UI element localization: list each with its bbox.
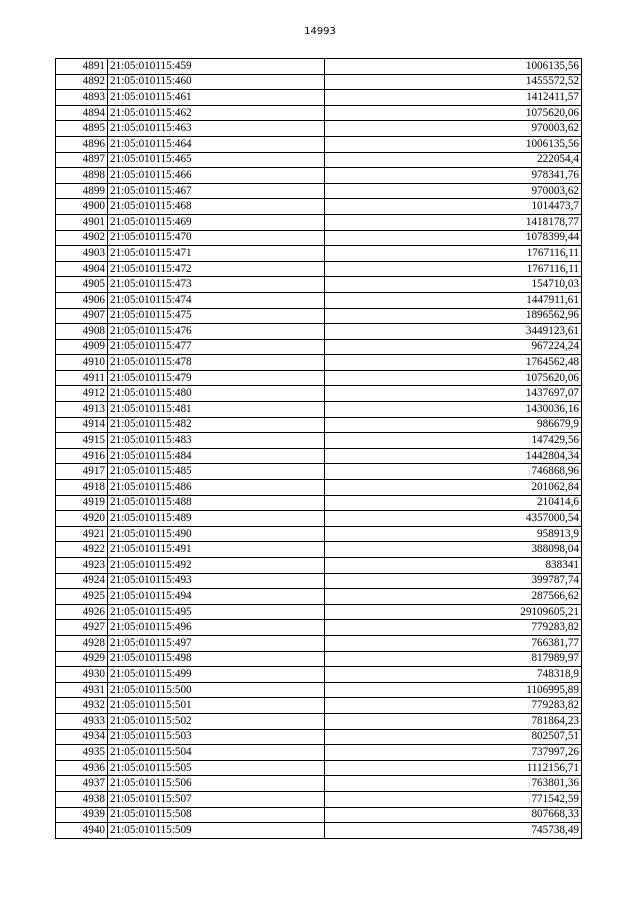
table-body xyxy=(56,59,582,839)
row-number-cell: 4916 xyxy=(56,448,108,464)
row-number-cell: 4899 xyxy=(56,183,108,199)
row-number-cell: 4934 xyxy=(56,729,108,745)
table-row xyxy=(56,292,582,308)
row-number-cell: 4898 xyxy=(56,168,108,184)
cadastral-value-table xyxy=(55,58,582,839)
cadastral-number-cell: 21:05:010115:493 xyxy=(108,573,325,589)
cadastral-number-cell: 21:05:010115:461 xyxy=(108,90,325,106)
cadastral-value-cell: 399787,74 xyxy=(325,573,582,589)
row-number-cell: 4926 xyxy=(56,604,108,620)
row-number-cell: 4892 xyxy=(56,74,108,90)
cadastral-number-cell: 21:05:010115:470 xyxy=(108,230,325,246)
row-number-cell: 4907 xyxy=(56,308,108,324)
row-number-cell: 4911 xyxy=(56,370,108,386)
table-row xyxy=(56,682,582,698)
cadastral-value-cell: 1106995,89 xyxy=(325,682,582,698)
table-row xyxy=(56,542,582,558)
cadastral-number-cell: 21:05:010115:498 xyxy=(108,651,325,667)
row-number-cell: 4928 xyxy=(56,635,108,651)
table-row xyxy=(56,105,582,121)
row-number-cell: 4929 xyxy=(56,651,108,667)
cadastral-number-cell: 21:05:010115:500 xyxy=(108,682,325,698)
table-row xyxy=(56,168,582,184)
cadastral-value-cell: 4357000,54 xyxy=(325,511,582,527)
cadastral-number-cell: 21:05:010115:483 xyxy=(108,433,325,449)
table-row xyxy=(56,433,582,449)
row-number-cell: 4932 xyxy=(56,698,108,714)
cadastral-number-cell: 21:05:010115:476 xyxy=(108,324,325,340)
cadastral-value-cell: 1430036,16 xyxy=(325,402,582,418)
table-row xyxy=(56,308,582,324)
cadastral-number-cell: 21:05:010115:462 xyxy=(108,105,325,121)
table-row xyxy=(56,667,582,683)
table-row xyxy=(56,121,582,137)
cadastral-number-cell: 21:05:010115:459 xyxy=(108,59,325,75)
table-row xyxy=(56,791,582,807)
table-row xyxy=(56,370,582,386)
cadastral-number-cell: 21:05:010115:468 xyxy=(108,199,325,215)
table-row xyxy=(56,495,582,511)
cadastral-number-cell: 21:05:010115:477 xyxy=(108,339,325,355)
page-number: 14993 xyxy=(304,26,336,37)
cadastral-value-cell: 746868,96 xyxy=(325,464,582,480)
table-row xyxy=(56,214,582,230)
cadastral-value-cell: 29109605,21 xyxy=(325,604,582,620)
table-row xyxy=(56,230,582,246)
table-row xyxy=(56,745,582,761)
row-number-cell: 4917 xyxy=(56,464,108,480)
table-row xyxy=(56,464,582,480)
cadastral-number-cell: 21:05:010115:504 xyxy=(108,745,325,761)
cadastral-value-cell: 222054,4 xyxy=(325,152,582,168)
cadastral-number-cell: 21:05:010115:472 xyxy=(108,261,325,277)
table-row xyxy=(56,74,582,90)
cadastral-number-cell: 21:05:010115:508 xyxy=(108,807,325,823)
cadastral-value-cell: 802507,51 xyxy=(325,729,582,745)
cadastral-number-cell: 21:05:010115:480 xyxy=(108,386,325,402)
row-number-cell: 4923 xyxy=(56,558,108,574)
cadastral-value-cell: 1437697,07 xyxy=(325,386,582,402)
cadastral-value-cell: 1418178,77 xyxy=(325,214,582,230)
table-row xyxy=(56,604,582,620)
row-number-cell: 4930 xyxy=(56,667,108,683)
cadastral-number-cell: 21:05:010115:466 xyxy=(108,168,325,184)
cadastral-number-cell: 21:05:010115:478 xyxy=(108,355,325,371)
cadastral-value-cell: 748318,9 xyxy=(325,667,582,683)
table-row xyxy=(56,651,582,667)
cadastral-value-cell: 1767116,11 xyxy=(325,261,582,277)
cadastral-number-cell: 21:05:010115:482 xyxy=(108,417,325,433)
cadastral-value-cell: 1767116,11 xyxy=(325,246,582,262)
row-number-cell: 4931 xyxy=(56,682,108,698)
cadastral-number-cell: 21:05:010115:464 xyxy=(108,136,325,152)
cadastral-value-cell: 154710,03 xyxy=(325,277,582,293)
table-row xyxy=(56,526,582,542)
cadastral-number-cell: 21:05:010115:503 xyxy=(108,729,325,745)
row-number-cell: 4915 xyxy=(56,433,108,449)
cadastral-value-cell: 779283,82 xyxy=(325,620,582,636)
cadastral-value-cell: 737997,26 xyxy=(325,745,582,761)
cadastral-number-cell: 21:05:010115:507 xyxy=(108,791,325,807)
table-row xyxy=(56,324,582,340)
cadastral-number-cell: 21:05:010115:506 xyxy=(108,776,325,792)
cadastral-number-cell: 21:05:010115:490 xyxy=(108,526,325,542)
row-number-cell: 4903 xyxy=(56,246,108,262)
row-number-cell: 4902 xyxy=(56,230,108,246)
table-row xyxy=(56,246,582,262)
table-row xyxy=(56,277,582,293)
row-number-cell: 4912 xyxy=(56,386,108,402)
row-number-cell: 4919 xyxy=(56,495,108,511)
row-number-cell: 4904 xyxy=(56,261,108,277)
cadastral-number-cell: 21:05:010115:474 xyxy=(108,292,325,308)
table-row xyxy=(56,558,582,574)
cadastral-value-cell: 287566,62 xyxy=(325,589,582,605)
table-row xyxy=(56,183,582,199)
cadastral-value-cell: 838341 xyxy=(325,558,582,574)
cadastral-value-cell: 970003,62 xyxy=(325,121,582,137)
row-number-cell: 4935 xyxy=(56,745,108,761)
row-number-cell: 4910 xyxy=(56,355,108,371)
cadastral-value-cell: 1442804,34 xyxy=(325,448,582,464)
cadastral-number-cell: 21:05:010115:495 xyxy=(108,604,325,620)
table-row xyxy=(56,698,582,714)
row-number-cell: 4891 xyxy=(56,59,108,75)
row-number-cell: 4936 xyxy=(56,760,108,776)
cadastral-number-cell: 21:05:010115:471 xyxy=(108,246,325,262)
table-row xyxy=(56,729,582,745)
cadastral-value-cell: 3449123,61 xyxy=(325,324,582,340)
cadastral-value-cell: 1455572,52 xyxy=(325,74,582,90)
cadastral-number-cell: 21:05:010115:497 xyxy=(108,635,325,651)
table-row xyxy=(56,589,582,605)
row-number-cell: 4922 xyxy=(56,542,108,558)
cadastral-value-cell: 763801,36 xyxy=(325,776,582,792)
table-row xyxy=(56,620,582,636)
cadastral-value-cell: 779283,82 xyxy=(325,698,582,714)
cadastral-value-cell: 1006135,56 xyxy=(325,136,582,152)
cadastral-value-cell: 807668,33 xyxy=(325,807,582,823)
row-number-cell: 4920 xyxy=(56,511,108,527)
row-number-cell: 4939 xyxy=(56,807,108,823)
cadastral-number-cell: 21:05:010115:460 xyxy=(108,74,325,90)
cadastral-number-cell: 21:05:010115:469 xyxy=(108,214,325,230)
row-number-cell: 4921 xyxy=(56,526,108,542)
table-row xyxy=(56,823,582,839)
cadastral-value-cell: 1112156,71 xyxy=(325,760,582,776)
cadastral-number-cell: 21:05:010115:467 xyxy=(108,183,325,199)
cadastral-number-cell: 21:05:010115:479 xyxy=(108,370,325,386)
row-number-cell: 4938 xyxy=(56,791,108,807)
cadastral-value-cell: 1896562,96 xyxy=(325,308,582,324)
cadastral-number-cell: 21:05:010115:485 xyxy=(108,464,325,480)
table-row xyxy=(56,90,582,106)
cadastral-value-cell: 1764562,48 xyxy=(325,355,582,371)
cadastral-number-cell: 21:05:010115:473 xyxy=(108,277,325,293)
cadastral-number-cell: 21:05:010115:499 xyxy=(108,667,325,683)
cadastral-number-cell: 21:05:010115:463 xyxy=(108,121,325,137)
cadastral-value-cell: 781864,23 xyxy=(325,713,582,729)
row-number-cell: 4894 xyxy=(56,105,108,121)
cadastral-value-cell: 817989,97 xyxy=(325,651,582,667)
cadastral-value-cell: 978341,76 xyxy=(325,168,582,184)
cadastral-value-cell: 1447911,61 xyxy=(325,292,582,308)
table-row xyxy=(56,199,582,215)
table-row xyxy=(56,480,582,496)
cadastral-number-cell: 21:05:010115:501 xyxy=(108,698,325,714)
cadastral-value-cell: 1006135,56 xyxy=(325,59,582,75)
cadastral-value-cell: 1412411,57 xyxy=(325,90,582,106)
table-row xyxy=(56,713,582,729)
row-number-cell: 4940 xyxy=(56,823,108,839)
table-row xyxy=(56,261,582,277)
row-number-cell: 4927 xyxy=(56,620,108,636)
cadastral-value-cell: 771542,59 xyxy=(325,791,582,807)
row-number-cell: 4901 xyxy=(56,214,108,230)
cadastral-value-cell: 147429,56 xyxy=(325,433,582,449)
row-number-cell: 4918 xyxy=(56,480,108,496)
cadastral-number-cell: 21:05:010115:489 xyxy=(108,511,325,527)
cadastral-number-cell: 21:05:010115:492 xyxy=(108,558,325,574)
table-row xyxy=(56,386,582,402)
table-row xyxy=(56,448,582,464)
cadastral-number-cell: 21:05:010115:488 xyxy=(108,495,325,511)
table-row xyxy=(56,136,582,152)
cadastral-number-cell: 21:05:010115:509 xyxy=(108,823,325,839)
row-number-cell: 4924 xyxy=(56,573,108,589)
cadastral-number-cell: 21:05:010115:486 xyxy=(108,480,325,496)
cadastral-number-cell: 21:05:010115:505 xyxy=(108,760,325,776)
row-number-cell: 4913 xyxy=(56,402,108,418)
table-row xyxy=(56,635,582,651)
table-row xyxy=(56,511,582,527)
cadastral-value-cell: 1078399,44 xyxy=(325,230,582,246)
table-row xyxy=(56,760,582,776)
cadastral-value-cell: 766381,77 xyxy=(325,635,582,651)
cadastral-number-cell: 21:05:010115:502 xyxy=(108,713,325,729)
row-number-cell: 4905 xyxy=(56,277,108,293)
cadastral-number-cell: 21:05:010115:491 xyxy=(108,542,325,558)
table-row xyxy=(56,807,582,823)
cadastral-number-cell: 21:05:010115:496 xyxy=(108,620,325,636)
row-number-cell: 4900 xyxy=(56,199,108,215)
table-row xyxy=(56,417,582,433)
cadastral-value-cell: 388098,04 xyxy=(325,542,582,558)
cadastral-number-cell: 21:05:010115:465 xyxy=(108,152,325,168)
row-number-cell: 4937 xyxy=(56,776,108,792)
row-number-cell: 4896 xyxy=(56,136,108,152)
table-row xyxy=(56,355,582,371)
cadastral-value-cell: 210414,6 xyxy=(325,495,582,511)
row-number-cell: 4925 xyxy=(56,589,108,605)
cadastral-value-cell: 958913,9 xyxy=(325,526,582,542)
cadastral-value-cell: 201062,84 xyxy=(325,480,582,496)
row-number-cell: 4908 xyxy=(56,324,108,340)
row-number-cell: 4906 xyxy=(56,292,108,308)
row-number-cell: 4914 xyxy=(56,417,108,433)
cadastral-value-cell: 1075620,06 xyxy=(325,370,582,386)
table-row xyxy=(56,776,582,792)
cadastral-number-cell: 21:05:010115:494 xyxy=(108,589,325,605)
cadastral-value-cell: 967224,24 xyxy=(325,339,582,355)
cadastral-value-cell: 986679,9 xyxy=(325,417,582,433)
row-number-cell: 4897 xyxy=(56,152,108,168)
cadastral-value-cell: 970003,62 xyxy=(325,183,582,199)
row-number-cell: 4909 xyxy=(56,339,108,355)
row-number-cell: 4895 xyxy=(56,121,108,137)
cadastral-value-cell: 745738,49 xyxy=(325,823,582,839)
cadastral-value-cell: 1014473,7 xyxy=(325,199,582,215)
cadastral-number-cell: 21:05:010115:475 xyxy=(108,308,325,324)
cadastral-number-cell: 21:05:010115:481 xyxy=(108,402,325,418)
table-row xyxy=(56,59,582,75)
cadastral-number-cell: 21:05:010115:484 xyxy=(108,448,325,464)
table-row xyxy=(56,339,582,355)
table-row xyxy=(56,402,582,418)
table-row xyxy=(56,152,582,168)
row-number-cell: 4933 xyxy=(56,713,108,729)
table-row xyxy=(56,573,582,589)
cadastral-value-cell: 1075620,06 xyxy=(325,105,582,121)
row-number-cell: 4893 xyxy=(56,90,108,106)
